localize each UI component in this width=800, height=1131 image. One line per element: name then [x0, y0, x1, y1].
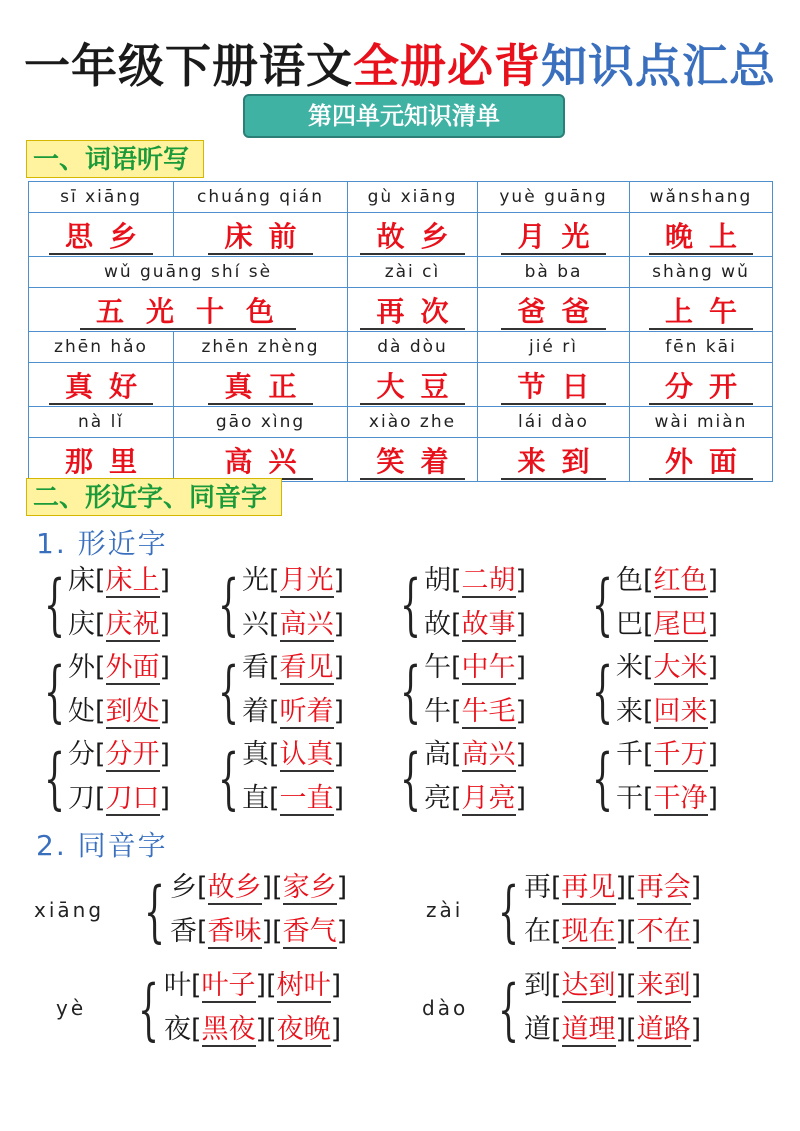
homophone-line	[524, 966, 701, 1006]
example-word: 黑夜	[201, 1014, 256, 1045]
char: 直	[242, 783, 269, 814]
brace-icon: {	[592, 740, 613, 817]
vocab-word-row	[29, 363, 773, 407]
similar-char-group	[592, 561, 772, 653]
bracket-open: [	[451, 609, 462, 640]
bracket-close: ]	[159, 739, 171, 770]
char: 庆	[68, 609, 95, 640]
vocab-pinyin-row	[29, 257, 773, 288]
vocab-table	[28, 181, 773, 482]
pinyin-cell: lái dào	[478, 407, 630, 438]
bracket-open: [	[266, 970, 277, 1001]
vocab-word-row	[29, 438, 773, 482]
similar-char-group	[400, 735, 580, 827]
char: 乡	[170, 872, 197, 903]
word-cell	[348, 363, 478, 407]
bracket-close: ]	[333, 565, 345, 596]
similar-char-line	[616, 735, 718, 775]
example-word: 故事	[461, 609, 516, 640]
bracket-close: ]	[159, 565, 171, 596]
bracket-open: [	[269, 696, 280, 727]
bracket-open: [	[643, 652, 654, 683]
similar-char-group	[400, 561, 580, 653]
char: 干	[616, 783, 643, 814]
brace-icon: {	[44, 653, 65, 730]
word-text: 五光十色	[80, 295, 296, 330]
pinyin-cell: gù xiāng	[348, 182, 478, 213]
example-word: 再见	[561, 872, 616, 903]
word-text: 故乡	[360, 220, 464, 255]
bracket-open: [	[451, 783, 462, 814]
word-text: 爸爸	[501, 295, 605, 330]
example-word: 来到	[636, 970, 691, 1001]
pinyin-cell: nà lǐ	[29, 407, 174, 438]
example-word: 到处	[105, 696, 160, 727]
subheading-homophones: 2. 同音字	[36, 829, 168, 862]
example-word: 千万	[653, 739, 708, 770]
pinyin-cell: bà ba	[478, 257, 630, 288]
bracket-open: [	[95, 609, 106, 640]
example-word: 大米	[653, 652, 708, 683]
similar-char-line	[616, 692, 718, 732]
word-text: 笑着	[360, 445, 464, 480]
similar-char-group	[44, 648, 224, 740]
bracket-open: [	[269, 609, 280, 640]
similar-char-line	[242, 648, 344, 688]
char: 故	[424, 609, 451, 640]
similar-char-line	[424, 692, 526, 732]
example-word: 再会	[636, 872, 691, 903]
example-word: 现在	[561, 916, 616, 947]
bracket-close: ]	[690, 916, 702, 947]
word-cell	[478, 438, 630, 482]
bracket-open: [	[643, 609, 654, 640]
char: 真	[242, 739, 269, 770]
brace-icon: {	[218, 740, 239, 817]
word-cell	[29, 438, 174, 482]
bracket-close: ]	[690, 1014, 702, 1045]
homophone-pinyin: dào	[422, 996, 469, 1020]
bracket-open: [	[451, 739, 462, 770]
bracket-close: ]	[615, 970, 627, 1001]
bracket-close: ]	[330, 1014, 342, 1045]
bracket-open: [	[643, 783, 654, 814]
char: 胡	[424, 565, 451, 596]
bracket-open: [	[551, 872, 562, 903]
char: 到	[524, 970, 551, 1001]
bracket-close: ]	[615, 916, 627, 947]
vocab-word-row	[29, 288, 773, 332]
homophone-line	[524, 912, 701, 952]
similar-char-group	[592, 735, 772, 827]
bracket-open: [	[451, 696, 462, 727]
similar-char-group	[218, 561, 398, 653]
similar-char-line	[68, 779, 170, 819]
example-word: 香气	[282, 916, 337, 947]
bracket-close: ]	[333, 609, 345, 640]
bracket-open: [	[269, 565, 280, 596]
similar-char-line	[68, 648, 170, 688]
homophone-line	[170, 868, 347, 908]
similar-char-line	[424, 561, 526, 601]
similar-char-line	[616, 605, 718, 645]
homophone-group	[426, 868, 776, 968]
homophone-pinyin: zài	[426, 898, 464, 922]
similar-char-group	[400, 648, 580, 740]
char: 处	[68, 696, 95, 727]
bracket-open: [	[272, 872, 283, 903]
word-text: 晚上	[649, 220, 753, 255]
bracket-close: ]	[515, 652, 527, 683]
bracket-close: ]	[336, 872, 348, 903]
subheading-similar-chars: 1. 形近字	[36, 527, 168, 560]
char: 刀	[68, 783, 95, 814]
bracket-close: ]	[707, 696, 719, 727]
bracket-close: ]	[615, 872, 627, 903]
example-word: 刀口	[105, 783, 160, 814]
bracket-close: ]	[333, 783, 345, 814]
char: 外	[68, 652, 95, 683]
word-text: 思乡	[49, 220, 153, 255]
brace-icon: {	[400, 653, 421, 730]
example-word: 干净	[653, 783, 708, 814]
char: 巴	[616, 609, 643, 640]
example-word: 外面	[105, 652, 160, 683]
bracket-close: ]	[515, 696, 527, 727]
bracket-close: ]	[333, 696, 345, 727]
bracket-open: [	[551, 916, 562, 947]
bracket-close: ]	[690, 872, 702, 903]
bracket-open: [	[451, 565, 462, 596]
homophone-line	[524, 1010, 701, 1050]
example-word: 高兴	[279, 609, 334, 640]
similar-char-group	[592, 648, 772, 740]
section-dictation-heading: 一、词语听写	[26, 140, 204, 178]
word-cell	[630, 363, 773, 407]
word-text: 真正	[208, 370, 312, 405]
bracket-open: [	[272, 916, 283, 947]
char: 床	[68, 565, 95, 596]
bracket-open: [	[191, 970, 202, 1001]
example-word: 家乡	[282, 872, 337, 903]
pinyin-cell: yuè guāng	[478, 182, 630, 213]
page-title	[0, 38, 800, 94]
brace-icon: {	[44, 740, 65, 817]
similar-char-line	[68, 561, 170, 601]
pinyin-cell: chuáng qián	[174, 182, 348, 213]
example-word: 香味	[207, 916, 262, 947]
homophone-pinyin: yè	[56, 996, 87, 1020]
similar-char-line	[424, 648, 526, 688]
word-text: 分开	[649, 370, 753, 405]
bracket-open: [	[95, 652, 106, 683]
bracket-open: [	[626, 916, 637, 947]
word-text: 来到	[501, 445, 605, 480]
bracket-close: ]	[515, 739, 527, 770]
bracket-close: ]	[515, 565, 527, 596]
homophone-group	[56, 966, 406, 1066]
bracket-open: [	[643, 565, 654, 596]
similar-char-line	[616, 648, 718, 688]
bracket-open: [	[95, 739, 106, 770]
homophone-line	[524, 868, 701, 908]
brace-icon: {	[592, 653, 613, 730]
bracket-close: ]	[330, 970, 342, 1001]
vocab-pinyin-row	[29, 182, 773, 213]
char: 道	[524, 1014, 551, 1045]
similar-char-line	[242, 735, 344, 775]
bracket-close: ]	[707, 783, 719, 814]
pinyin-cell: shàng wǔ	[630, 257, 773, 288]
example-word: 床上	[105, 565, 160, 596]
similar-char-group	[218, 648, 398, 740]
similar-char-line	[424, 735, 526, 775]
pinyin-cell: zài cì	[348, 257, 478, 288]
similar-char-line	[242, 692, 344, 732]
example-word: 叶子	[201, 970, 256, 1001]
bracket-open: [	[197, 916, 208, 947]
bracket-close: ]	[707, 609, 719, 640]
example-word: 牛毛	[461, 696, 516, 727]
example-word: 故乡	[207, 872, 262, 903]
example-word: 听着	[279, 696, 334, 727]
char: 色	[616, 565, 643, 596]
brace-icon: {	[218, 653, 239, 730]
char: 千	[616, 739, 643, 770]
homophone-line	[170, 912, 347, 952]
char: 夜	[164, 1014, 191, 1045]
char: 叶	[164, 970, 191, 1001]
pinyin-cell: wài miàn	[630, 407, 773, 438]
bracket-close: ]	[261, 916, 273, 947]
example-word: 道理	[561, 1014, 616, 1045]
word-text: 月光	[501, 220, 605, 255]
bracket-close: ]	[336, 916, 348, 947]
bracket-open: [	[626, 1014, 637, 1045]
word-cell	[29, 288, 348, 332]
word-text: 再次	[360, 295, 464, 330]
example-word: 达到	[561, 970, 616, 1001]
char: 再	[524, 872, 551, 903]
pinyin-cell: sī xiāng	[29, 182, 174, 213]
section-similar-heading: 二、形近字、同音字	[26, 478, 282, 516]
brace-icon: {	[498, 873, 519, 950]
example-word: 月光	[279, 565, 334, 596]
bracket-close: ]	[333, 739, 345, 770]
bracket-close: ]	[690, 970, 702, 1001]
pinyin-cell: jié rì	[478, 332, 630, 363]
homophone-group	[422, 966, 772, 1066]
bracket-open: [	[643, 739, 654, 770]
vocab-pinyin-row	[29, 407, 773, 438]
bracket-open: [	[551, 970, 562, 1001]
brace-icon: {	[498, 971, 519, 1048]
similar-char-line	[424, 605, 526, 645]
bracket-close: ]	[615, 1014, 627, 1045]
pinyin-cell: gāo xìng	[174, 407, 348, 438]
pinyin-cell: wǔ guāng shí sè	[29, 257, 348, 288]
bracket-close: ]	[707, 652, 719, 683]
bracket-open: [	[95, 696, 106, 727]
similar-char-line	[242, 561, 344, 601]
similar-char-line	[242, 779, 344, 819]
similar-char-line	[616, 561, 718, 601]
char: 午	[424, 652, 451, 683]
title-part2: 全册必背	[353, 39, 541, 93]
word-text: 大豆	[360, 370, 464, 405]
word-cell	[478, 288, 630, 332]
word-cell	[348, 213, 478, 257]
bracket-close: ]	[159, 783, 171, 814]
example-word: 夜晚	[276, 1014, 331, 1045]
word-text: 外面	[649, 445, 753, 480]
char: 来	[616, 696, 643, 727]
unit-banner: 第四单元知识清单	[243, 94, 565, 138]
pinyin-cell: wǎnshang	[630, 182, 773, 213]
char: 高	[424, 739, 451, 770]
word-text: 那里	[49, 445, 153, 480]
example-word: 回来	[653, 696, 708, 727]
pinyin-cell: fēn kāi	[630, 332, 773, 363]
bracket-close: ]	[707, 739, 719, 770]
title-part3: 知识点汇总	[541, 39, 776, 93]
char: 兴	[242, 609, 269, 640]
vocab-word-row	[29, 213, 773, 257]
title-part1: 一年级下册语文	[24, 39, 353, 93]
char: 牛	[424, 696, 451, 727]
char: 亮	[424, 783, 451, 814]
example-word: 二胡	[461, 565, 516, 596]
word-cell	[630, 288, 773, 332]
bracket-open: [	[551, 1014, 562, 1045]
example-word: 高兴	[461, 739, 516, 770]
example-word: 庆祝	[105, 609, 160, 640]
char: 香	[170, 916, 197, 947]
bracket-close: ]	[515, 609, 527, 640]
example-word: 尾巴	[653, 609, 708, 640]
brace-icon: {	[400, 740, 421, 817]
similar-char-line	[616, 779, 718, 819]
word-text: 上午	[649, 295, 753, 330]
similar-char-line	[68, 692, 170, 732]
pinyin-cell: zhēn hǎo	[29, 332, 174, 363]
similar-char-line	[424, 779, 526, 819]
bracket-close: ]	[515, 783, 527, 814]
bracket-close: ]	[261, 872, 273, 903]
pinyin-cell: dà dòu	[348, 332, 478, 363]
word-text: 床前	[208, 220, 312, 255]
word-cell	[29, 363, 174, 407]
bracket-open: [	[266, 1014, 277, 1045]
bracket-close: ]	[159, 609, 171, 640]
bracket-open: [	[451, 652, 462, 683]
bracket-open: [	[95, 783, 106, 814]
word-cell	[630, 213, 773, 257]
example-word: 认真	[279, 739, 334, 770]
homophone-line	[164, 966, 341, 1006]
homophone-line	[164, 1010, 341, 1050]
brace-icon: {	[144, 873, 165, 950]
pinyin-cell: zhēn zhèng	[174, 332, 348, 363]
similar-char-group	[44, 561, 224, 653]
word-cell	[348, 288, 478, 332]
bracket-close: ]	[333, 652, 345, 683]
bracket-open: [	[191, 1014, 202, 1045]
bracket-close: ]	[255, 1014, 267, 1045]
similar-char-group	[44, 735, 224, 827]
example-word: 看见	[279, 652, 334, 683]
example-word: 道路	[636, 1014, 691, 1045]
bracket-open: [	[197, 872, 208, 903]
example-word: 一直	[279, 783, 334, 814]
bracket-close: ]	[255, 970, 267, 1001]
brace-icon: {	[592, 566, 613, 643]
word-cell	[174, 363, 348, 407]
brace-icon: {	[44, 566, 65, 643]
bracket-open: [	[626, 872, 637, 903]
word-cell	[29, 213, 174, 257]
similar-char-line	[68, 735, 170, 775]
homophone-pinyin: xiāng	[34, 898, 105, 922]
bracket-open: [	[269, 652, 280, 683]
vocab-pinyin-row	[29, 332, 773, 363]
word-text: 真好	[49, 370, 153, 405]
example-word: 不在	[636, 916, 691, 947]
word-cell	[630, 438, 773, 482]
bracket-open: [	[643, 696, 654, 727]
word-text: 高兴	[208, 445, 312, 480]
bracket-open: [	[626, 970, 637, 1001]
word-text: 节日	[501, 370, 605, 405]
brace-icon: {	[400, 566, 421, 643]
similar-char-line	[242, 605, 344, 645]
bracket-open: [	[269, 739, 280, 770]
similar-char-line	[68, 605, 170, 645]
char: 着	[242, 696, 269, 727]
char: 分	[68, 739, 95, 770]
word-cell	[348, 438, 478, 482]
example-word: 分开	[105, 739, 160, 770]
example-word: 树叶	[276, 970, 331, 1001]
char: 米	[616, 652, 643, 683]
word-cell	[174, 438, 348, 482]
word-cell	[174, 213, 348, 257]
example-word: 红色	[653, 565, 708, 596]
bracket-open: [	[95, 565, 106, 596]
char: 看	[242, 652, 269, 683]
homophone-group	[34, 868, 384, 968]
brace-icon: {	[138, 971, 159, 1048]
bracket-close: ]	[707, 565, 719, 596]
char: 在	[524, 916, 551, 947]
example-word: 中午	[461, 652, 516, 683]
pinyin-cell: xiào zhe	[348, 407, 478, 438]
brace-icon: {	[218, 566, 239, 643]
bracket-close: ]	[159, 696, 171, 727]
word-cell	[478, 363, 630, 407]
word-cell	[478, 213, 630, 257]
bracket-close: ]	[159, 652, 171, 683]
bracket-open: [	[269, 783, 280, 814]
similar-char-group	[218, 735, 398, 827]
example-word: 月亮	[461, 783, 516, 814]
char: 光	[242, 565, 269, 596]
